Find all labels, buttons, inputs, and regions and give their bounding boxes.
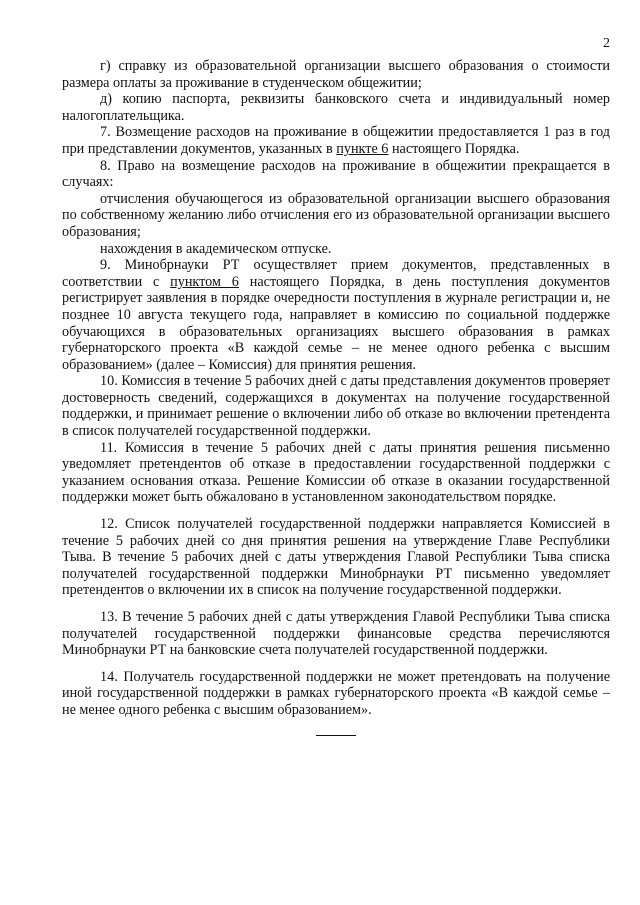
paragraph-8-case-leave: нахождения в академическом отпуске. [100,240,332,257]
paragraph-9-text: 9. Минобрнауки РТ осуществляет прием документов, представленных в соответствии с [62,257,610,290]
paragraph-9-text-end: настоящего Порядка, в день поступления документов регистрирует заявления в порядке очередности поступления в журнале регистрации и, не позднее 10 августа текущего года, направляет в комиссию по социальной поддержке обучающихся в образовательных организациях высшего образования в рамках губернаторского проекта «В каждой семье – не менее одного ребенка с высшим образованием» (далее – Комиссия) для принятия решения. [62,273,610,373]
paragraph-11: 11. Комиссия в течение 5 рабочих дней с даты принятия решения письменно уведомляет претендентов об отказе в предоставлении государственной поддержки с указанием основания отказа. Решение Комиссии об отказе в оказании государственной поддержки может быть обжаловано в установленном законодательством порядке. [62,439,610,506]
paragraph-10: 10. Комиссия в течение 5 рабочих дней с даты представления документов проверяет достоверность сведений, содержащихся в документах на получение государственной поддержки, и принимает решение о включении либо об отказе во включении претендента в список получателей государственной поддержки. [62,373,610,440]
end-of-document-rule [316,735,356,736]
page-number: 2 [603,36,610,51]
paragraph-item-g: г) справку из образовательной организации высшего образования о стоимости размера оплаты за проживание в студенческом общежитии; [62,58,610,91]
paragraph-9 [62,257,610,373]
paragraph-8-case-expulsion: отчисления обучающегося из образовательной организации высшего образования по собственному желанию либо отчисления его из образовательной организации высшего образования; [62,190,610,240]
paragraph-item-d: д) копию паспорта, реквизиты банковского счета и индивидуальный номер налогоплательщика. [62,91,610,124]
paragraph-7 [62,124,610,157]
document-body [62,58,610,736]
paragraph-12: 12. Список получателей государственной поддержки направляется Комиссией в течение 5 рабочих дней со дня принятия решения на утверждение Главе Республики Тыва. В течение 5 рабочих дней с даты утверждения Главой Республики Тыва списка получателей государственной поддержки Минобрнауки РТ письменно уведомляет претендентов о включении их в список на получение государственной поддержки. [62,516,610,599]
link-point-6[interactable]: пункте 6 [336,140,389,157]
paragraph-13: 13. В течение 5 рабочих дней с даты утверждения Главой Республики Тыва списка получателей государственной поддержки финансовые средства перечисляются Минобрнауки РТ на банковские счета получателей государственной поддержки. [62,609,610,659]
paragraph-8: 8. Право на возмещение расходов на проживание в общежитии прекращается в случаях: [62,157,610,191]
paragraph-7-text: 7. Возмещение расходов на проживание в общежитии предоставляется 1 раз в год при представлении документов, указанных в [62,124,610,157]
paragraph-7-text-end: настоящего Порядка. [388,140,520,157]
paragraph-14: 14. Получатель государственной поддержки не может претендовать на получение иной государственной поддержки в рамках губернаторского проекта «В каждой семье – не менее одного ребенка с высшим образованием». [62,668,610,718]
link-point-6-second[interactable]: пунктом 6 [170,273,239,290]
